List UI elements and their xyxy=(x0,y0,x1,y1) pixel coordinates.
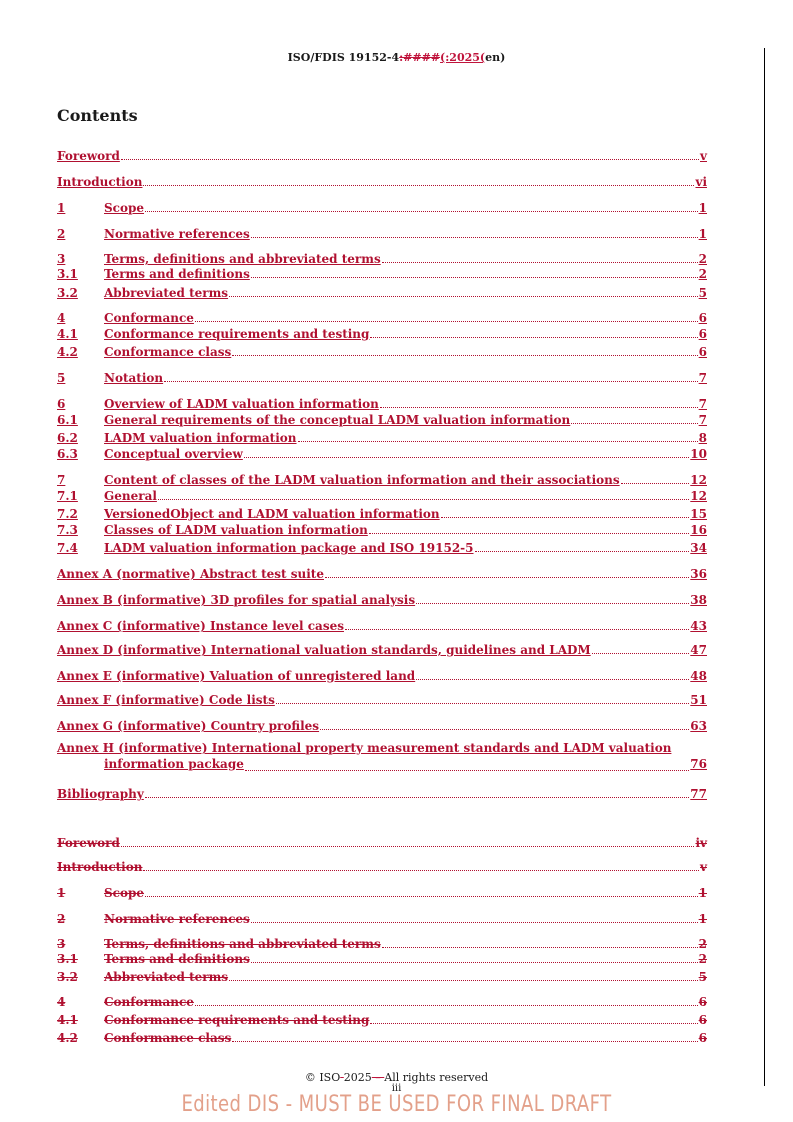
toc-entry-number: 5 xyxy=(57,371,66,385)
toc-entry-number: 4.1 xyxy=(57,327,78,341)
toc-entry-page: v xyxy=(700,149,707,163)
toc-entry-page: 77 xyxy=(690,787,707,801)
toc-dot-leader xyxy=(592,643,690,654)
toc-dot-leader xyxy=(571,413,697,424)
toc-entry-ins-24[interactable] xyxy=(57,669,707,683)
toc-entry-label: Terms and definitions xyxy=(104,952,250,966)
toc-entry-label-line1 xyxy=(57,741,671,755)
toc-entry-del-3[interactable] xyxy=(57,912,707,926)
toc-entry-number: 3 xyxy=(57,252,66,266)
toc-entry-number: 7.1 xyxy=(57,489,78,503)
toc-entry-ins-11[interactable] xyxy=(57,397,707,411)
toc-dot-leader xyxy=(251,227,698,238)
toc-entry-label: Conformance class xyxy=(104,1031,232,1045)
toc-dot-leader xyxy=(416,593,689,604)
page-number: iii xyxy=(391,1083,402,1094)
toc-entry-ins-5[interactable] xyxy=(57,267,707,281)
toc-entry-label: Bibliography xyxy=(57,787,144,801)
toc-entry-label: Conceptual overview xyxy=(104,447,243,461)
toc-entry-page: 6 xyxy=(698,327,707,341)
toc-entry-label: LADM valuation information xyxy=(104,431,297,445)
toc-entry-ins-25[interactable] xyxy=(57,693,707,707)
toc-entry-label: Abbreviated terms xyxy=(104,286,229,300)
toc-entry-label: Annex C (informative) Instance level cases xyxy=(57,619,344,633)
toc-dot-leader xyxy=(251,267,698,278)
toc-dot-leader xyxy=(195,995,698,1006)
toc-entry-number: 3.1 xyxy=(57,952,78,966)
toc-entry-number: 7.3 xyxy=(57,523,78,537)
toc-entry-label: Introduction xyxy=(57,175,143,189)
toc-dot-leader xyxy=(229,286,698,297)
toc-entry-label: Annex E (informative) Valuation of unregistered land xyxy=(57,669,416,683)
toc-entry-page: 15 xyxy=(690,507,707,521)
toc-entry-del-5[interactable] xyxy=(57,952,707,966)
toc-dot-leader xyxy=(143,860,699,871)
toc-entry-ins-18[interactable] xyxy=(57,523,707,537)
toc-entry-page: 6 xyxy=(698,345,707,359)
toc-entry-page: 7 xyxy=(698,371,707,385)
toc-entry-page: 1 xyxy=(698,201,707,215)
toc-entry-label: Annex B (informative) 3D profiles for spatial analysis xyxy=(57,593,416,607)
toc-entry-ins-3[interactable] xyxy=(57,227,707,241)
toc-entry-page: 47 xyxy=(690,643,707,657)
toc-entry-page: 1 xyxy=(698,886,707,900)
toc-dot-leader xyxy=(382,252,698,263)
toc-entry-ins-23[interactable] xyxy=(57,643,707,657)
header-deleted-text: :#### xyxy=(399,51,441,64)
toc-entry-label: Normative references xyxy=(104,912,250,926)
toc-entry-number: 2 xyxy=(57,912,66,926)
toc-entry-page: 10 xyxy=(690,447,707,461)
toc-entry-page: 2 xyxy=(698,937,707,951)
toc-entry-ins-16[interactable] xyxy=(57,489,707,503)
toc-entry-label: Annex A (normative) Abstract test suite xyxy=(57,567,324,581)
toc-dot-leader xyxy=(121,149,699,160)
toc-entry-number: 4.2 xyxy=(57,345,78,359)
toc-dot-leader xyxy=(441,507,690,518)
toc-entry-label: Annex H (informative) International property measurement standards and LADM valuation xyxy=(57,741,672,755)
toc-dot-leader xyxy=(475,541,690,552)
copyright-year: 2025 xyxy=(343,1071,372,1084)
toc-entry-page: 7 xyxy=(698,397,707,411)
toc-entry-ins-0[interactable] xyxy=(57,149,707,163)
toc-entry-page: 48 xyxy=(690,669,707,683)
toc-entry-label: Content of classes of the LADM valuation information and their associations xyxy=(104,473,620,487)
toc-entry-ins-7[interactable] xyxy=(57,311,707,325)
toc-entry-number: 3.2 xyxy=(57,970,78,984)
toc-entry-number: 4.1 xyxy=(57,1013,78,1027)
document-header xyxy=(0,51,793,64)
toc-entry-number: 1 xyxy=(57,886,66,900)
toc-entry-page: 5 xyxy=(698,970,707,984)
toc-dot-leader xyxy=(232,1031,697,1042)
toc-entry-del-6[interactable] xyxy=(57,970,707,984)
toc-dot-leader xyxy=(416,669,689,680)
toc-entry-page: 5 xyxy=(698,286,707,300)
toc-entry-page: 12 xyxy=(690,473,707,487)
page-title: Contents xyxy=(57,106,138,125)
toc-entry-ins-14[interactable] xyxy=(57,447,707,461)
toc-entry-ins-6[interactable] xyxy=(57,286,707,300)
toc-entry-page: 12 xyxy=(690,489,707,503)
toc-entry-del-4[interactable] xyxy=(57,937,707,951)
toc-entry-label: LADM valuation information package and ISO 19152-5 xyxy=(104,541,474,555)
toc-entry-number: 3 xyxy=(57,937,66,951)
toc-entry-label: Overview of LADM valuation information xyxy=(104,397,379,411)
toc-entry-page: 2 xyxy=(698,267,707,281)
toc-entry-number: 2 xyxy=(57,227,66,241)
toc-entry-page: vi xyxy=(695,175,707,189)
toc-entry-ins-28[interactable] xyxy=(57,787,707,801)
toc-dot-leader xyxy=(158,489,689,500)
toc-entry-page: 2 xyxy=(698,952,707,966)
toc-entry-label: Scope xyxy=(104,886,145,900)
toc-entry-label: Conformance requirements and testing xyxy=(104,327,370,341)
toc-entry-page: 6 xyxy=(698,995,707,1009)
header-lang: en) xyxy=(485,51,506,64)
toc-entry-label: Foreword xyxy=(57,149,120,163)
toc-dot-leader xyxy=(245,760,689,771)
toc-dot-leader xyxy=(380,397,698,408)
toc-entry-ins-10[interactable] xyxy=(57,371,707,385)
copyright-deleted-dash: – xyxy=(371,1071,385,1084)
toc-entry-ins-2[interactable] xyxy=(57,201,707,215)
toc-entry-label: Terms, definitions and abbreviated terms xyxy=(104,937,381,951)
toc-dot-leader xyxy=(164,371,698,382)
toc-entry-page: v xyxy=(700,860,707,874)
toc-entry-ins-27[interactable] xyxy=(57,741,707,771)
toc-dot-leader xyxy=(320,719,689,730)
revision-margin-bar xyxy=(764,48,765,1086)
toc-entry-ins-22[interactable] xyxy=(57,619,707,633)
toc-entry-number: 6.2 xyxy=(57,431,78,445)
toc-dot-leader xyxy=(345,619,689,630)
toc-dot-leader xyxy=(145,886,698,897)
toc-entry-ins-17[interactable] xyxy=(57,507,707,521)
toc-entry-page: 51 xyxy=(690,693,707,707)
toc-entry-ins-4[interactable] xyxy=(57,252,707,266)
toc-entry-page: 76 xyxy=(690,757,707,771)
toc-entry-page: 63 xyxy=(690,719,707,733)
toc-entry-label: Conformance class xyxy=(104,345,232,359)
toc-entry-label: General xyxy=(104,489,157,503)
toc-entry-ins-19[interactable] xyxy=(57,541,707,555)
toc-entry-page: iv xyxy=(695,836,707,850)
toc-entry-label: Foreword xyxy=(57,836,120,850)
toc-entry-page: 6 xyxy=(698,1013,707,1027)
toc-entry-number: 4 xyxy=(57,311,66,325)
toc-entry-page: 43 xyxy=(690,619,707,633)
toc-entry-page: 6 xyxy=(698,311,707,325)
toc-entry-ins-8[interactable] xyxy=(57,327,707,341)
toc-entry-ins-15[interactable] xyxy=(57,473,707,487)
toc-entry-label: Terms and definitions xyxy=(104,267,250,281)
toc-dot-leader xyxy=(145,787,690,798)
toc-entry-del-8[interactable] xyxy=(57,1013,707,1027)
toc-dot-leader xyxy=(251,912,698,923)
toc-entry-page: 34 xyxy=(690,541,707,555)
toc-entry-ins-26[interactable] xyxy=(57,719,707,733)
toc-entry-number: 7 xyxy=(57,473,66,487)
toc-entry-label-continued: information package xyxy=(104,757,244,771)
toc-entry-label: VersionedObject and LADM valuation information xyxy=(104,507,440,521)
toc-entry-ins-21[interactable] xyxy=(57,593,707,607)
toc-entry-del-1[interactable] xyxy=(57,860,707,874)
toc-entry-number: 7.4 xyxy=(57,541,78,555)
toc-entry-page: 38 xyxy=(690,593,707,607)
toc-entry-page: 6 xyxy=(698,1031,707,1045)
toc-entry-label: Terms, definitions and abbreviated terms xyxy=(104,252,381,266)
toc-dot-leader xyxy=(251,952,698,963)
toc-dot-leader xyxy=(621,473,690,484)
toc-entry-number: 4.2 xyxy=(57,1031,78,1045)
watermark: Edited DIS - MUST BE USED FOR FINAL DRAFT xyxy=(181,1092,612,1117)
toc-dot-leader xyxy=(382,937,698,948)
toc-entry-label: Annex G (informative) Country profiles xyxy=(57,719,320,733)
toc-entry-del-0[interactable] xyxy=(57,836,707,850)
toc-dot-leader xyxy=(370,327,697,338)
toc-entry-ins-12[interactable] xyxy=(57,413,707,427)
toc-entry-label: Conformance xyxy=(104,311,194,325)
toc-entry-label: Conformance xyxy=(104,995,194,1009)
toc-entry-page: 8 xyxy=(698,431,707,445)
toc-entry-page: 2 xyxy=(698,252,707,266)
toc-entry-page: 7 xyxy=(698,413,707,427)
header-doc-id: ISO/FDIS 19152-4 xyxy=(287,51,400,64)
toc-dot-leader xyxy=(145,201,698,212)
toc-dot-leader xyxy=(143,175,694,186)
toc-entry-number: 6 xyxy=(57,397,66,411)
toc-entry-number: 7.2 xyxy=(57,507,78,521)
toc-entry-del-9[interactable] xyxy=(57,1031,707,1045)
toc-dot-leader xyxy=(298,431,698,442)
toc-dot-leader xyxy=(276,693,689,704)
toc-entry-label: Conformance requirements and testing xyxy=(104,1013,370,1027)
copyright-prefix: © ISO xyxy=(304,1071,341,1084)
toc-dot-leader xyxy=(195,311,698,322)
toc-entry-label: Annex D (informative) International valuation standards, guidelines and LADM xyxy=(57,643,591,657)
toc-entry-ins-9[interactable] xyxy=(57,345,707,359)
toc-entry-ins-13[interactable] xyxy=(57,431,707,445)
toc-entry-number: 3.2 xyxy=(57,286,78,300)
toc-entry-label: General requirements of the conceptual LADM valuation information xyxy=(104,413,571,427)
toc-entry-label: Abbreviated terms xyxy=(104,970,229,984)
toc-dot-leader xyxy=(121,836,695,847)
toc-entry-label: Normative references xyxy=(104,227,250,241)
toc-dot-leader xyxy=(244,447,689,458)
toc-entry-page: 1 xyxy=(698,227,707,241)
toc-dot-leader xyxy=(229,970,698,981)
toc-entry-label: Annex F (informative) Code lists xyxy=(57,693,275,707)
toc-entry-number: 6.3 xyxy=(57,447,78,461)
toc-entry-label: Notation xyxy=(104,371,164,385)
toc-entry-number: 6.1 xyxy=(57,413,78,427)
toc-entry-ins-1[interactable] xyxy=(57,175,707,189)
toc-entry-number: 1 xyxy=(57,201,66,215)
toc-dot-leader xyxy=(369,523,689,534)
toc-dot-leader xyxy=(325,567,689,578)
toc-entry-page: 36 xyxy=(690,567,707,581)
toc-entry-label: Classes of LADM valuation information xyxy=(104,523,368,537)
toc-dot-leader xyxy=(232,345,697,356)
toc-entry-ins-20[interactable] xyxy=(57,567,707,581)
toc-dot-leader xyxy=(370,1013,697,1024)
toc-entry-page: 1 xyxy=(698,912,707,926)
copyright-suffix: All rights reserved xyxy=(384,1071,489,1084)
toc-entry-page: 16 xyxy=(690,523,707,537)
toc-entry-del-2[interactable] xyxy=(57,886,707,900)
toc-entry-label: Scope xyxy=(104,201,145,215)
toc-entry-number: 4 xyxy=(57,995,66,1009)
header-inserted-text: (:2025( xyxy=(440,51,486,64)
toc-entry-label: Introduction xyxy=(57,860,143,874)
toc-entry-del-7[interactable] xyxy=(57,995,707,1009)
toc-entry-number: 3.1 xyxy=(57,267,78,281)
